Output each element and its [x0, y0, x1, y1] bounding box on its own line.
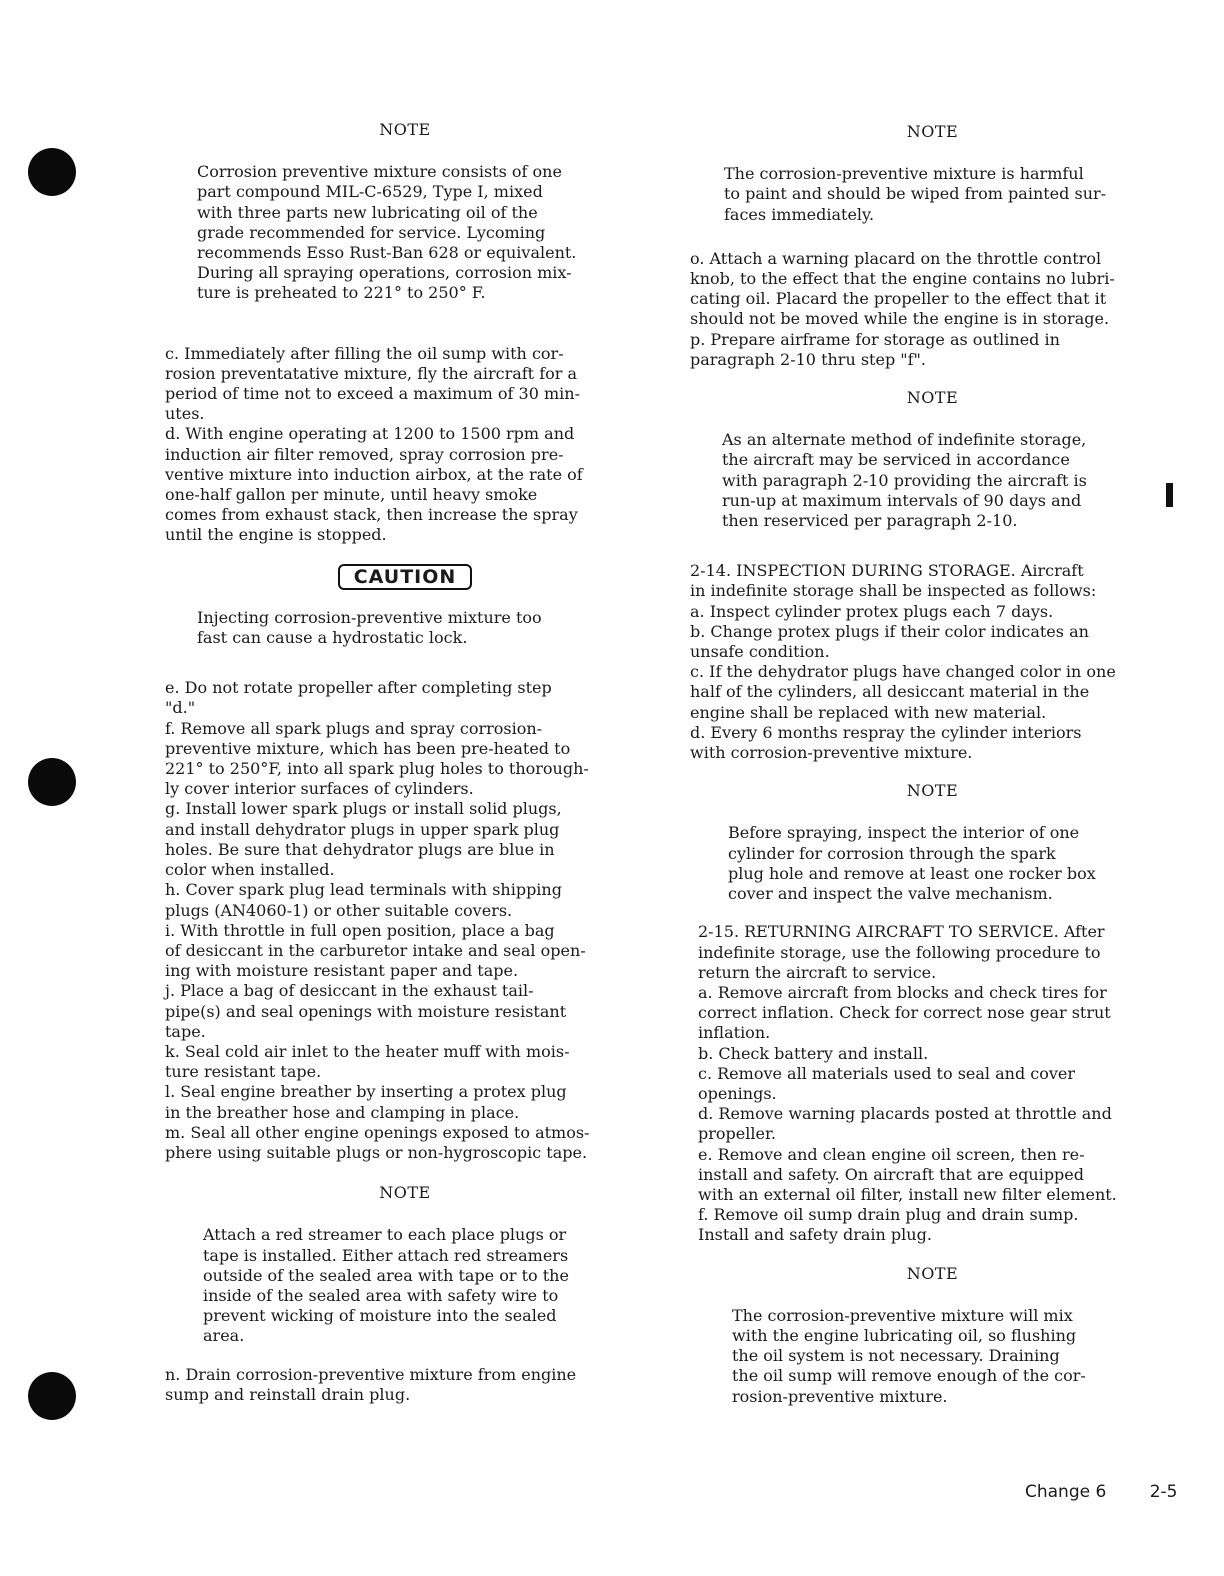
- line: area.: [203, 1326, 245, 1346]
- line: d. Remove warning placards posted at throttle and: [698, 1104, 1112, 1124]
- note-body: [728, 823, 1175, 904]
- line: period of time not to exceed a maximum of 30 min-: [165, 384, 580, 404]
- line: rosion-preventive mixture.: [732, 1386, 948, 1406]
- line: with three parts new lubricating oil of the: [197, 202, 538, 222]
- line: in indefinite storage shall be inspected as follows:: [690, 581, 1097, 601]
- line: 2-15. RETURNING AIRCRAFT TO SERVICE. After: [698, 922, 1105, 942]
- line: holes. Be sure that dehydrator plugs are blue in: [165, 839, 555, 859]
- line: correct inflation. Check for correct nose gear strut: [698, 1003, 1111, 1023]
- line: and install dehydrator plugs in upper spark plug: [165, 819, 560, 839]
- line: Attach a red streamer to each place plugs or: [203, 1225, 567, 1245]
- line: l. Seal engine breather by inserting a protex plug: [165, 1082, 567, 1102]
- line: Before spraying, inspect the interior of one: [728, 823, 1080, 843]
- line: to paint and should be wiped from painted sur-: [724, 184, 1107, 204]
- steps-e-m: [165, 678, 645, 1163]
- line: cylinder for corrosion through the spark: [728, 843, 1056, 863]
- step-n: [165, 1365, 645, 1405]
- right-column: [690, 122, 1175, 1429]
- line: with corrosion-preventive mixture.: [690, 743, 973, 763]
- line: Injecting corrosion-preventive mixture too: [197, 607, 542, 627]
- left-column: [165, 120, 645, 1405]
- line: a. Inspect cylinder protex plugs each 7 days.: [690, 601, 1054, 621]
- note-heading: NOTE: [906, 122, 959, 141]
- line: e. Remove and clean engine oil screen, then re-: [698, 1144, 1085, 1164]
- steps-c-d: [165, 344, 645, 546]
- line: indefinite storage, use the following procedure to: [698, 942, 1101, 962]
- line: ing with moisture resistant paper and tape.: [165, 961, 519, 981]
- line: rosion preventatative mixture, fly the aircraft for a: [165, 363, 578, 383]
- line: should not be moved while the engine is in storage.: [690, 309, 1110, 329]
- line: o. Attach a warning placard on the throttle control: [690, 248, 1102, 268]
- line: prevent wicking of moisture into the sealed: [203, 1306, 557, 1326]
- line: engine shall be replaced with new material.: [690, 702, 1047, 722]
- line: part compound MIL-C-6529, Type I, mixed: [197, 182, 543, 202]
- line: tape.: [165, 1021, 206, 1041]
- line: until the engine is stopped.: [165, 525, 387, 545]
- line: pipe(s) and seal openings with moisture resistant: [165, 1001, 567, 1021]
- line: phere using suitable plugs or non-hygroscopic tape.: [165, 1142, 588, 1162]
- line: then reserviced per paragraph 2-10.: [722, 511, 1018, 531]
- steps-o-p: [690, 249, 1175, 370]
- line: 221° to 250°F, into all spark plug holes to thorough-: [165, 759, 589, 779]
- line: fast can cause a hydrostatic lock.: [197, 628, 468, 648]
- note-body: [724, 164, 1175, 225]
- line: of desiccant in the carburetor intake and seal open-: [165, 940, 586, 960]
- line: comes from exhaust stack, then increase the spray: [165, 505, 578, 525]
- page-number: 2-5: [1149, 1482, 1178, 1502]
- line: plugs (AN4060-1) or other suitable covers.: [165, 900, 513, 920]
- line: During all spraying operations, corrosion mix-: [197, 263, 572, 283]
- line: tape is installed. Either attach red streamers: [203, 1245, 569, 1265]
- note-body: [732, 1306, 1175, 1407]
- section-2-15: [698, 922, 1175, 1245]
- line: m. Seal all other engine openings exposed to atmos-: [165, 1122, 590, 1142]
- line: "d.": [165, 698, 196, 718]
- line: c. Remove all materials used to seal and cover: [698, 1063, 1076, 1083]
- line: n. Drain corrosion-preventive mixture from engine: [165, 1364, 577, 1384]
- line: ture resistant tape.: [165, 1062, 322, 1082]
- line: k. Seal cold air inlet to the heater muff with mois-: [165, 1041, 570, 1061]
- caution-body: [197, 608, 645, 648]
- line: f. Remove oil sump drain plug and drain sump.: [698, 1205, 1079, 1225]
- line: sump and reinstall drain plug.: [165, 1384, 411, 1404]
- line: b. Check battery and install.: [698, 1043, 929, 1063]
- punch-hole-middle: [28, 758, 76, 806]
- change-label: Change 6: [1025, 1482, 1107, 1502]
- revision-bar: [1166, 483, 1173, 507]
- line: g. Install lower spark plugs or install solid plugs,: [165, 799, 562, 819]
- line: i. With throttle in full open position, place a bag: [165, 920, 555, 940]
- line: As an alternate method of indefinite storage,: [722, 430, 1087, 450]
- line: recommends Esso Rust-Ban 628 or equivalent.: [197, 243, 577, 263]
- line: The corrosion-preventive mixture will mix: [732, 1305, 1073, 1325]
- line: the oil sump will remove enough of the cor-: [732, 1366, 1086, 1386]
- line: unsafe condition.: [690, 642, 830, 662]
- line: run-up at maximum intervals of 90 days and: [722, 490, 1082, 510]
- punch-hole-top: [28, 148, 76, 196]
- line: The corrosion-preventive mixture is harmful: [724, 164, 1084, 184]
- line: preventive mixture, which has been pre-heated to: [165, 738, 571, 758]
- line: f. Remove all spark plugs and spray corrosion-: [165, 718, 543, 738]
- section-2-14: [690, 561, 1175, 763]
- line: d. With engine operating at 1200 to 1500 rpm and: [165, 424, 575, 444]
- line: half of the cylinders, all desiccant material in the: [690, 682, 1090, 702]
- line: p. Prepare airframe for storage as outlined in: [690, 329, 1060, 349]
- note-heading: NOTE: [379, 120, 431, 139]
- caution-label: CAUTION: [338, 564, 472, 590]
- line: e. Do not rotate propeller after completing step: [165, 678, 552, 698]
- page-footer: [1025, 1482, 1178, 1502]
- line: ture is preheated to 221° to 250° F.: [197, 283, 486, 303]
- line: grade recommended for service. Lycoming: [197, 222, 546, 242]
- note-heading: NOTE: [906, 781, 959, 801]
- line: utes.: [165, 404, 205, 424]
- punch-hole-bottom: [28, 1372, 76, 1420]
- line: ventive mixture into induction airbox, at the rate of: [165, 464, 583, 484]
- note-heading: NOTE: [906, 1263, 959, 1283]
- line: with an external oil filter, install new filter element.: [698, 1184, 1117, 1204]
- note-body: [203, 1225, 645, 1346]
- line: j. Place a bag of desiccant in the exhaust tail-: [165, 981, 534, 1001]
- line: paragraph 2-10 thru step "f".: [690, 349, 926, 369]
- line: plug hole and remove at least one rocker box: [728, 863, 1096, 883]
- line: Corrosion preventive mixture consists of one: [197, 162, 562, 182]
- line: the aircraft may be serviced in accordance: [722, 450, 1070, 470]
- line: inside of the sealed area with safety wire to: [203, 1285, 559, 1305]
- line: cating oil. Placard the propeller to the effect that it: [690, 289, 1107, 309]
- note-body: [722, 430, 1175, 531]
- line: install and safety. On aircraft that are equipped: [698, 1164, 1085, 1184]
- line: 2-14. INSPECTION DURING STORAGE. Aircraft: [690, 561, 1084, 581]
- line: propeller.: [698, 1124, 776, 1144]
- line: a. Remove aircraft from blocks and check tires for: [698, 982, 1107, 1002]
- line: c. If the dehydrator plugs have changed color in one: [690, 662, 1116, 682]
- note-body: [197, 162, 645, 303]
- line: with the engine lubricating oil, so flushing: [732, 1325, 1077, 1345]
- line: outside of the sealed area with tape or to the: [203, 1265, 569, 1285]
- line: c. Immediately after filling the oil sump with cor-: [165, 343, 564, 363]
- line: in the breather hose and clamping in place.: [165, 1102, 520, 1122]
- line: cover and inspect the valve mechanism.: [728, 884, 1053, 904]
- line: d. Every 6 months respray the cylinder interiors: [690, 722, 1082, 742]
- line: b. Change protex plugs if their color indicates an: [690, 621, 1089, 641]
- line: return the aircraft to service.: [698, 962, 937, 982]
- line: knob, to the effect that the engine contains no lubri-: [690, 269, 1115, 289]
- line: one-half gallon per minute, until heavy smoke: [165, 485, 538, 505]
- note-heading: NOTE: [906, 388, 959, 408]
- line: Install and safety drain plug.: [698, 1225, 932, 1245]
- line: the oil system is not necessary. Draining: [732, 1346, 1060, 1366]
- line: h. Cover spark plug lead terminals with shipping: [165, 880, 562, 900]
- note-heading: NOTE: [379, 1183, 431, 1203]
- line: induction air filter removed, spray corrosion pre-: [165, 444, 564, 464]
- line: color when installed.: [165, 860, 335, 880]
- line: openings.: [698, 1083, 777, 1103]
- line: ly cover interior surfaces of cylinders.: [165, 779, 474, 799]
- line: with paragraph 2-10 providing the aircraft is: [722, 470, 1087, 490]
- line: inflation.: [698, 1023, 771, 1043]
- line: faces immediately.: [724, 204, 875, 224]
